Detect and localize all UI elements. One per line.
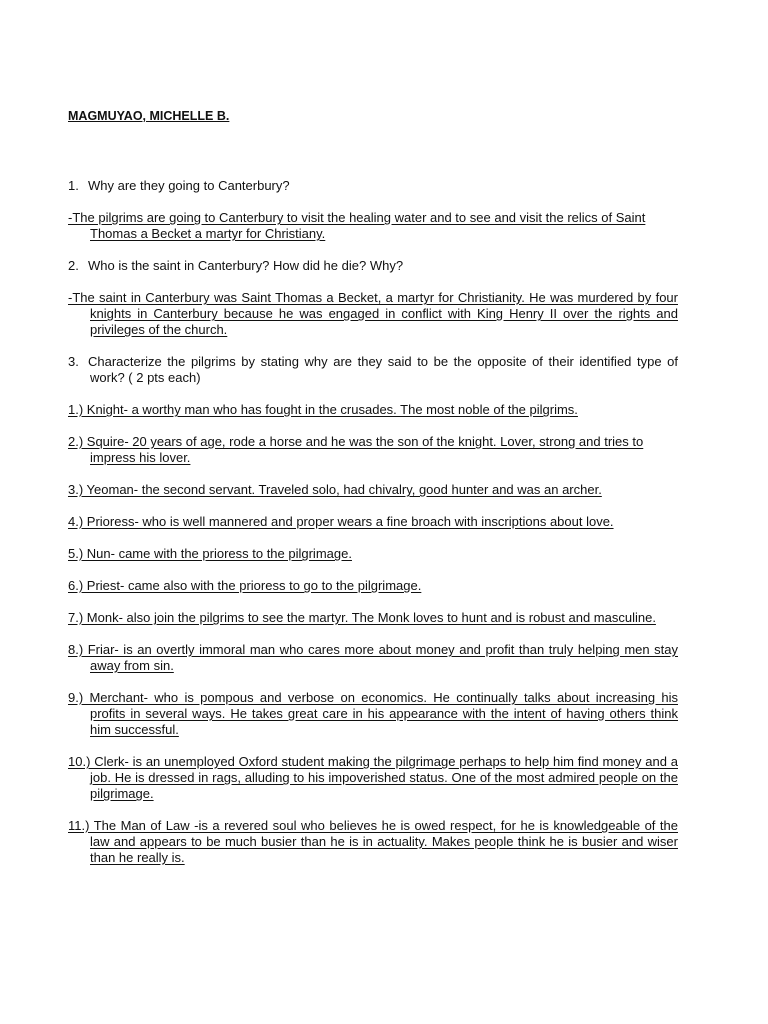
- question-number: 1.: [68, 178, 79, 193]
- question-text: Characterize the pilgrims by stating why are they said to be the opposite of their identified type of work? ( 2 pts each): [88, 354, 678, 385]
- document-page: [68, 108, 678, 882]
- pilgrim-prioress: 4.) Prioress- who is well mannered and proper wears a fine broach with inscriptions about love.: [68, 514, 614, 529]
- pilgrim-monk: 7.) Monk- also join the pilgrims to see the martyr. The Monk loves to hunt and is robust and masculine.: [68, 610, 656, 625]
- answer-2: -The saint in Canterbury was Saint Thomas a Becket, a martyr for Christianity. He was murdered by four knights in Canterbury because he was engaged in conflict with King Henry II over the rights and privileges of the church.: [68, 290, 678, 337]
- author-name: MAGMUYAO, MICHELLE B.: [68, 109, 230, 123]
- question-text: Why are they going to Canterbury?: [88, 178, 290, 193]
- question-3: [68, 354, 678, 386]
- question-1: [68, 178, 678, 194]
- pilgrim-nun: 5.) Nun- came with the prioress to the pilgrimage.: [68, 546, 352, 561]
- question-text: Who is the saint in Canterbury? How did he die? Why?: [88, 258, 404, 273]
- pilgrim-friar: 8.) Friar- is an overtly immoral man who cares more about money and profit than truly helping men stay away from sin.: [68, 642, 678, 673]
- pilgrim-squire: 2.) Squire- 20 years of age, rode a horse and he was the son of the knight. Lover, strong and tries to impress his lover.: [68, 434, 644, 465]
- pilgrim-priest: 6.) Priest- came also with the prioress to go to the pilgrimage.: [68, 578, 422, 593]
- question-number: 3.: [68, 354, 79, 369]
- pilgrim-man-of-law: 11.) The Man of Law -is a revered soul who believes he is owed respect, for he is knowledgeable of the law and appears to be much busier than he is in actuality. Makes people think he is busier and wiser than he really is.: [68, 818, 678, 865]
- pilgrim-knight: 1.) Knight- a worthy man who has fought in the crusades. The most noble of the pilgrims.: [68, 402, 578, 417]
- question-number: 2.: [68, 258, 79, 273]
- pilgrim-clerk: 10.) Clerk- is an unemployed Oxford student making the pilgrimage perhaps to help him find money and a job. He is dressed in rags, alluding to his impoverished status. One of the most admired people on the pilgrimage.: [68, 754, 678, 801]
- answer-1: -The pilgrims are going to Canterbury to visit the healing water and to see and visit the relics of Saint Thomas a Becket a martyr for Christiany.: [68, 210, 646, 241]
- question-2: [68, 258, 678, 274]
- pilgrim-yeoman: 3.) Yeoman- the second servant. Traveled solo, had chivalry, good hunter and was an archer.: [68, 482, 602, 497]
- pilgrim-merchant: 9.) Merchant- who is pompous and verbose on economics. He continually talks about increasing his profits in several ways. He takes great care in his appearance with the intent of having others think him successful.: [68, 690, 678, 737]
